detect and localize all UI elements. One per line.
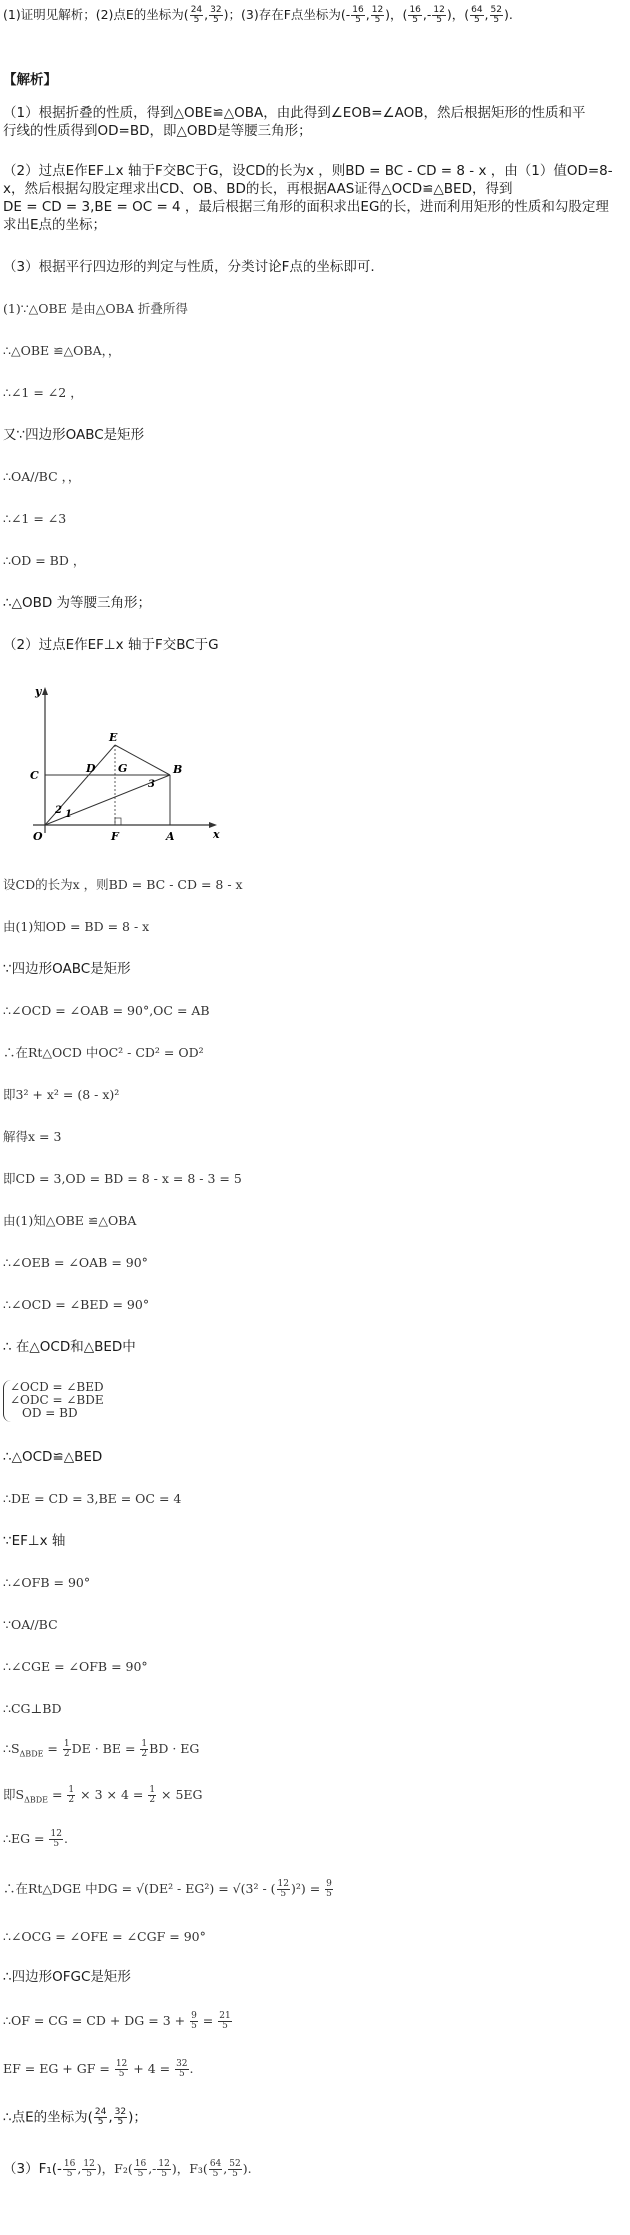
solution-line: ∴在Rt△OCD 中OC² - CD² = OD² (3, 1045, 204, 1060)
solution-line: （2）过点E作EF⊥x 轴于F交BC于G (3, 637, 219, 653)
solution-line: ∴∠OCG = ∠OFE = ∠CGF = 90° (3, 1929, 206, 1944)
solution-line: 由(1)知△OBE ≌△OBA (3, 1213, 137, 1228)
solution-line: ∴△OBD 为等腰三角形； (3, 595, 152, 611)
area-values: 即$S_{\Delta BDE}$ = $\frac{1}{2}$ × 3 × 4 = $\frac{1}{2}$ × 5EG (3, 1785, 203, 1805)
label-c: C (30, 769, 39, 782)
solution-line: ∴∠OCD = ∠OAB = 90°,OC = AB (3, 1003, 210, 1018)
analysis-1-line-1: （1）根据折叠的性质，得到△OBE≌△OBA，由此得到∠EOB=∠AOB，然后根据矩形的性质和平 (3, 105, 586, 121)
solution-line: ∵EF⊥x 轴 (3, 1533, 66, 1549)
solution-line: ∴∠OCD = ∠BED = 90° (3, 1297, 150, 1312)
label-2: 2 (55, 805, 62, 816)
solution-line: ∴CG⊥BD (3, 1701, 62, 1716)
label-g: G (118, 762, 128, 775)
solution-line: ∴OA//BC ，， (3, 469, 81, 484)
frac: $\frac{32}{5}$ (210, 5, 222, 25)
eg-value: ∴EG = $\frac{12}{5}$ . (3, 1829, 68, 1849)
frac: $\frac{52}{5}$ (490, 5, 502, 25)
solution-line: 由(1)知OD = BD = 8 - x (3, 919, 150, 934)
dg-formula: ∴在Rt△DGE 中DG = √(DE² - EG²) = √(3² - ( $\frac{12}{5}$ )²) = $\frac{9}{5}$ (3, 1879, 332, 1899)
frac: $\frac{24}{5}$ (190, 5, 203, 25)
geometry-diagram (25, 685, 225, 845)
analysis-1-line-2: 行线的性质得到OD=BD，即△OBD是等腰三角形； (3, 123, 312, 139)
label-x: x (213, 828, 220, 841)
analysis-3-line-1: （3）根据平行四边形的判定与性质，分类讨论F点的坐标即可. (3, 259, 375, 275)
of-formula: ∴OF = CG = CD + DG = 3 + $\frac{9}{5}$ = $\frac{21}{5}$ (3, 2011, 231, 2031)
answer-mid: ；(3)存在F点坐标为(- (228, 7, 351, 22)
label-f: F (111, 830, 119, 843)
solution-line: ∴△OBE ≌△OBA，， (3, 343, 121, 358)
label-3: 3 (148, 779, 155, 790)
solution-line: ∴∠CGE = ∠OFB = 90° (3, 1659, 148, 1674)
system-line: ∠ODC = ∠BDE (10, 1393, 104, 1407)
solution-line: 即3² + x² = (8 - x)² (3, 1087, 120, 1102)
analysis-2-line-4: 求出E点的坐标； (3, 217, 107, 233)
frac: $\frac{64}{5}$ (471, 5, 483, 25)
frac: $\frac{12}{5}$ (433, 5, 445, 25)
right-angle-mark (115, 818, 121, 825)
solution-line: ∵OA//BC (3, 1617, 58, 1632)
solution-line: (1)∵△OBE 是由△OBA 折叠所得 (3, 301, 188, 316)
label-e: E (109, 731, 118, 744)
answer-text: (1)证明见解析；(2)点E的坐标为( (3, 7, 189, 22)
analysis-2-line-2: x，然后根据勾股定理求出CD、OB、BD的长，再根据AAS证得△OCD≌△BED，得到 (3, 181, 513, 197)
solution-line: ∴四边形OFGC是矩形 (3, 1969, 131, 1985)
system-line: ∠OCD = ∠BED (10, 1380, 104, 1394)
label-y: y (35, 685, 42, 698)
solution-line: ∴OD = BD ， (3, 553, 86, 568)
analysis-2-line-3: DE = CD = 3,BE = OC = 4 ，最后根据三角形的面积求出EG的长，进而利用矩形的性质和勾股定理 (3, 199, 609, 215)
frac: $\frac{16}{5}$ (409, 5, 421, 25)
frac: $\frac{12}{5}$ (371, 5, 384, 25)
f-points: （3）F₁(- $\frac{16}{5}$ , $\frac{12}{5}$ )，F₂( $\frac{16}{5}$ ,- $\frac{12}{5}$ )，F₃( $\frac{64}{5}$ , $\frac{52}{5}$ ). (3, 2159, 252, 2179)
ef-formula: EF = EG + GF = $\frac{12}{5}$ + 4 = $\frac{32}{5}$ . (3, 2059, 194, 2079)
frac: $\frac{16}{5}$ (352, 5, 364, 25)
solution-line: ∴DE = CD = 3,BE = OC = 4 (3, 1491, 182, 1506)
solution-line: ∵四边形OABC是矩形 (3, 961, 131, 977)
analysis-tag: 【解析】 (3, 72, 57, 88)
e-coordinate: ∴点E的坐标为( $\frac{24}{5}$ , $\frac{32}{5}$ )； (3, 2107, 147, 2127)
label-a: A (166, 830, 175, 843)
label-1: 1 (65, 809, 72, 820)
label-b: B (173, 763, 183, 776)
y-axis-arrow (42, 687, 48, 695)
analysis-2-line-1: （2）过点E作EF⊥x 轴于F交BC于G，设CD的长为x ，则BD = BC - CD = 8 - x ，由（1）值OD=8- (3, 163, 613, 179)
area-formula: $\therefore S_{\Delta BDE}$ = $\frac{1}{2}$ DE · BE = $\frac{1}{2}$ BD · EG (3, 1739, 200, 1759)
solution-line: ∴∠1 = ∠2 ， (3, 385, 83, 400)
solution-line: 又∵四边形OABC是矩形 (3, 427, 145, 443)
label-d: D (86, 762, 96, 775)
answer-line: (1)证明见解析；(2)点E的坐标为( $\frac{24}{5}$ , $\frac{32}{5}$ )；(3)存在F点坐标为(- $\frac{16}{5}$ , $\frac{12}{5}$ )，( $\frac{16}{5}$ ,- $\frac{12}{5}$ )，( $\frac{64}{5}$ , $\frac{52}{5}$ ). (3, 5, 513, 25)
solution-line: ∴∠OEB = ∠OAB = 90° (3, 1255, 148, 1270)
solution-line: ∴∠1 = ∠3 (3, 511, 67, 526)
solution-line: ∴△OCD≌△BED (3, 1449, 103, 1465)
solution-line: 解得x = 3 (3, 1129, 62, 1144)
solution-line: 即CD = 3,OD = BD = 8 - x = 8 - 3 = 5 (3, 1171, 242, 1186)
system-line: OD = BD (22, 1406, 78, 1420)
solution-line: ∴ 在△OCD和△BED中 (3, 1339, 136, 1355)
solution-line: ∴∠OFB = 90° (3, 1575, 91, 1590)
solution-line: 设CD的长为x ，则BD = BC - CD = 8 - x (3, 877, 243, 892)
label-o: O (33, 830, 43, 843)
